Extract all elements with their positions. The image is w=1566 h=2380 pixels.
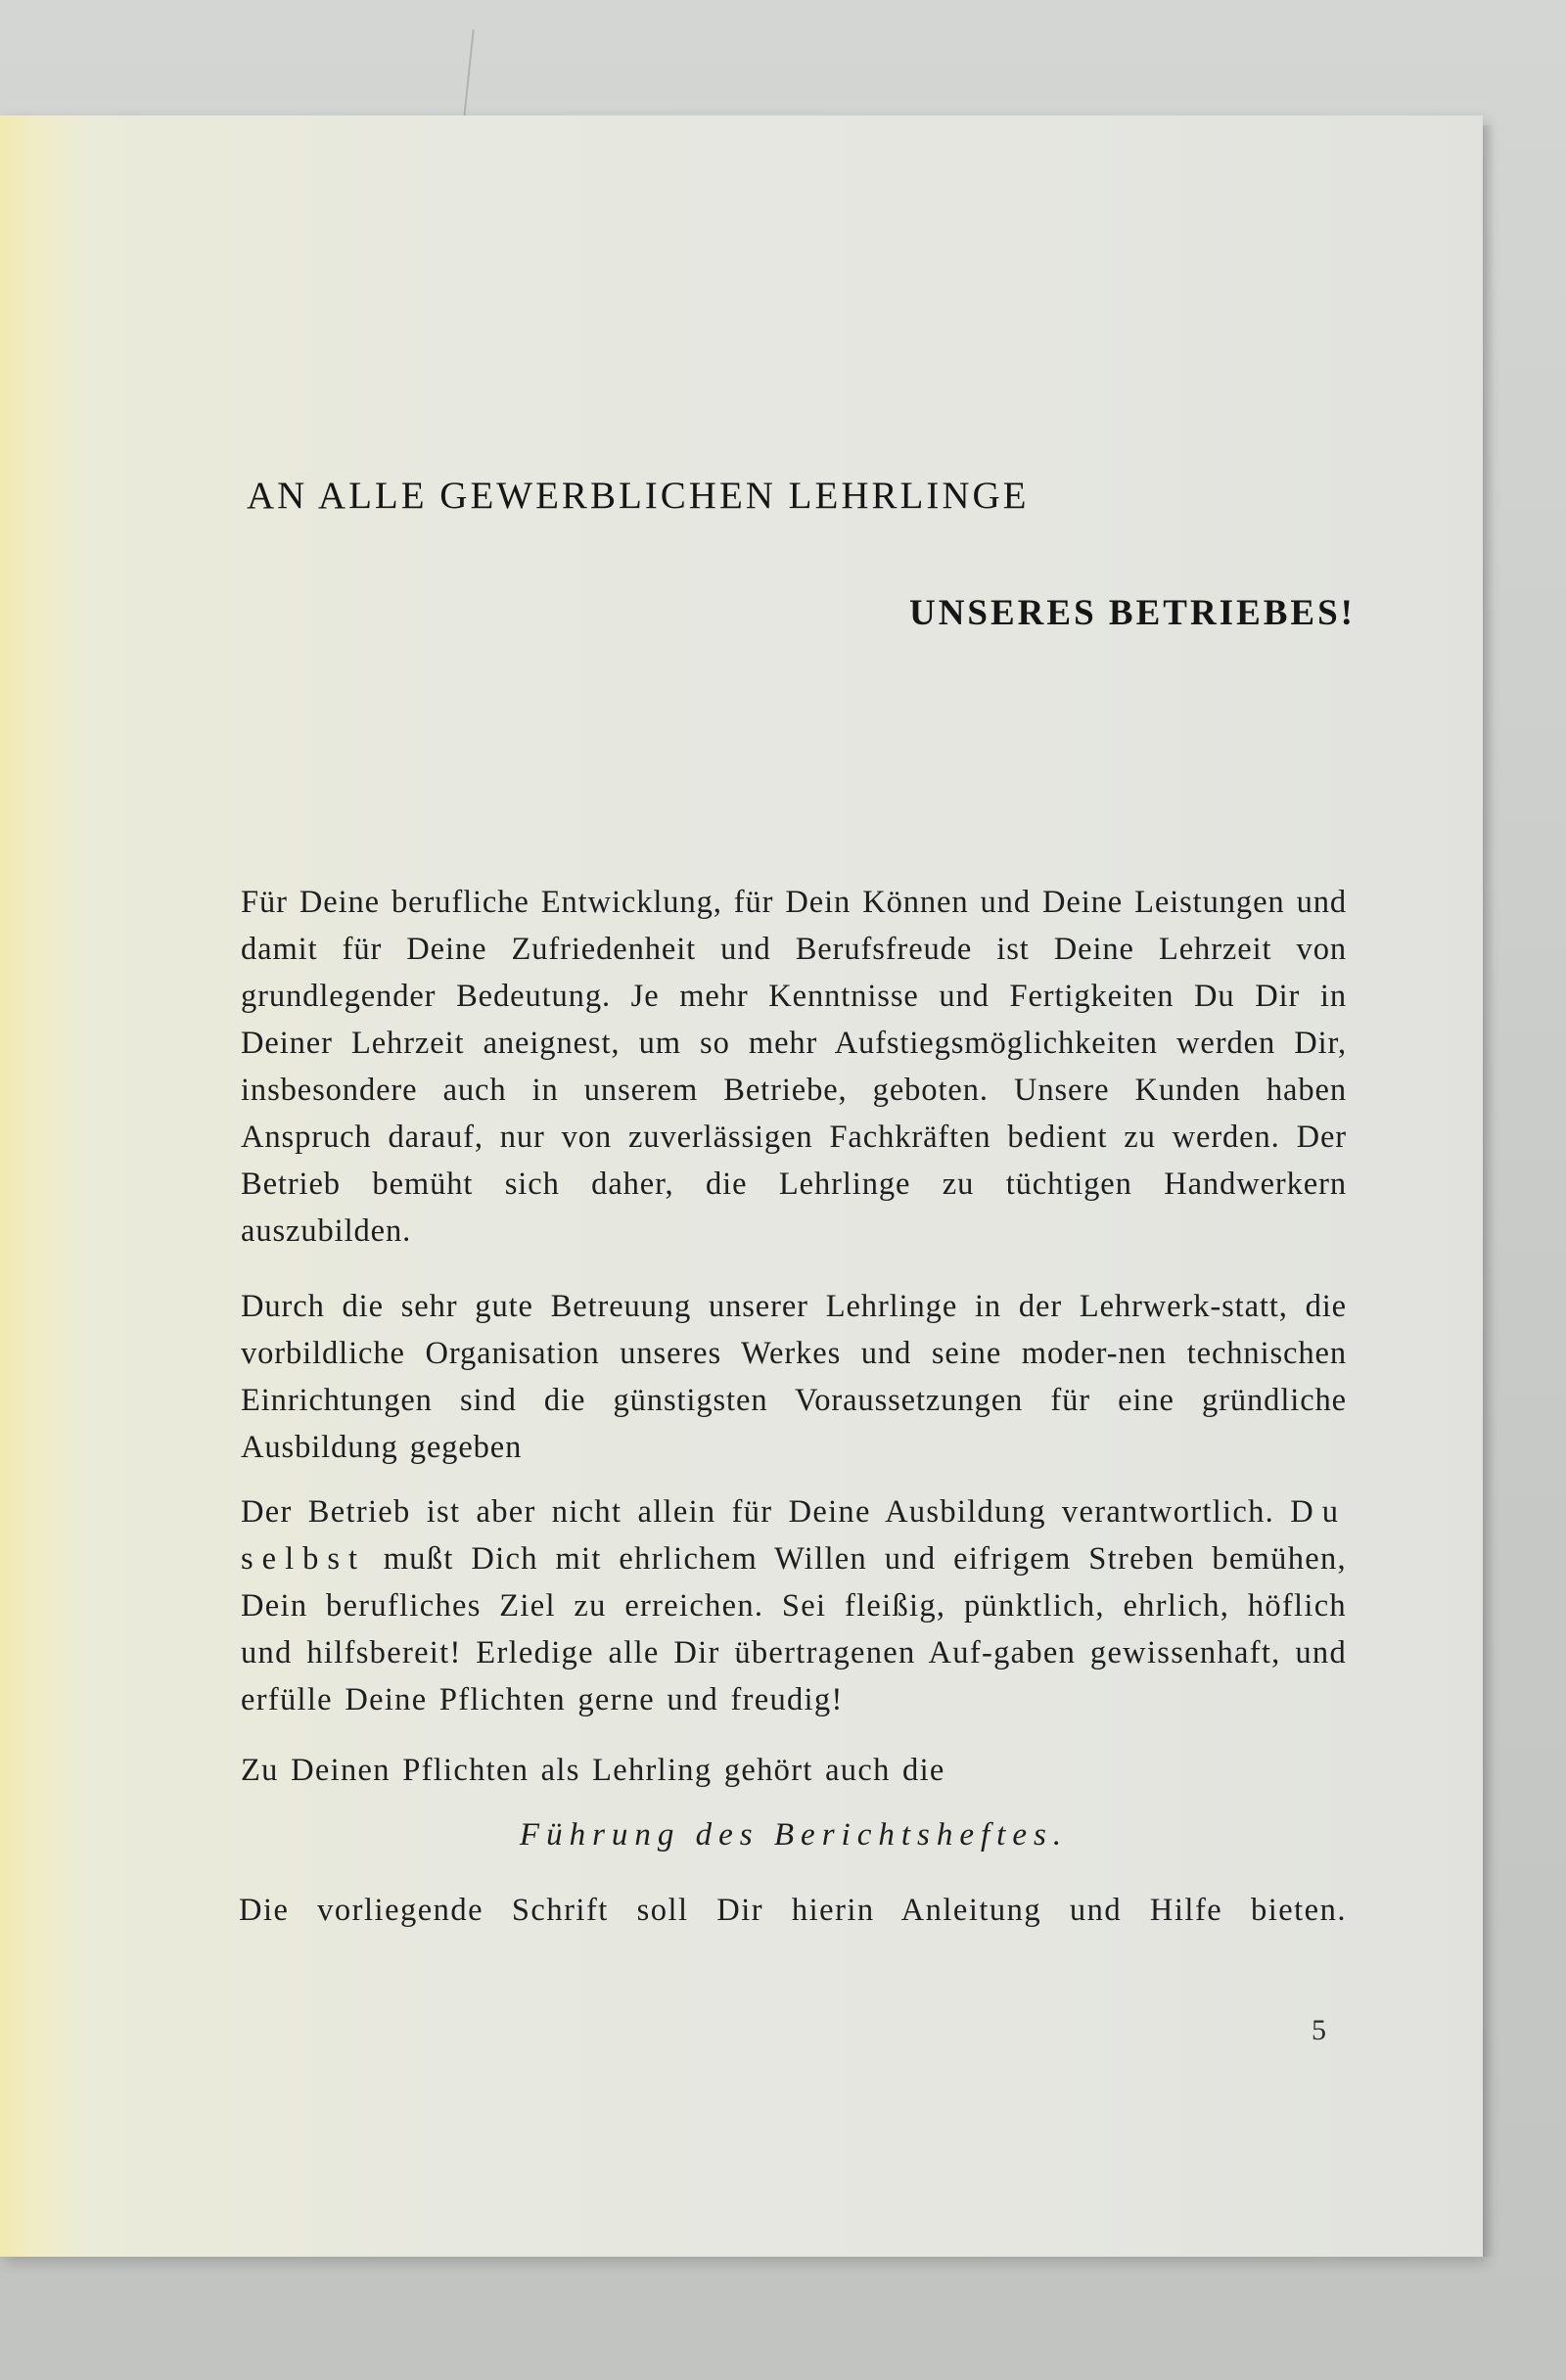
page-edge-shadow [1483, 125, 1495, 2257]
page-number: 5 [1312, 2014, 1326, 2046]
page-title-line-2: UNSERES BETRIEBES! [908, 593, 1356, 633]
paragraph-training: Durch die sehr gute Betreuung unserer Lehrlinge in der Lehrwerk-statt, die vorbildliche Organisation unseres Werkes und seine moder-nen technischen Einrichtungen sind die günstigsten Voraussetzungen für eine gründliche Ausbildung gegeben [241, 1289, 1347, 1465]
emphasized-du-selbst: Du selbst [241, 1494, 1347, 1577]
page-title-line-1: AN ALLE GEWERBLICHEN LEHRLINGE [247, 475, 1030, 517]
responsibility-rest: mußt Dich mit ehrlichem Willen und eifrigem Streben bemühen, Dein berufliches Ziel zu erreichen. Sei fleißig, pünktlich, ehrlich, höflich und hilfsbereit! Erledige alle Dir übertragenen Auf-gaben gewissenhaft, und erfülle Deine Pflichten gerne und freudig! [241, 1541, 1347, 1717]
paragraph-duties: Zu Deinen Pflichten als Lehrling gehört auch die [241, 1753, 945, 1788]
paragraph-development: Für Deine berufliche Entwicklung, für Dein Können und Deine Leistungen und damit für Deine Zufriedenheit und Berufsfreude ist Deine Lehrzeit von grundlegender Bedeutung. Je mehr Kenntnisse und Fertigkeiten Du Dir in Deiner Lehrzeit aneignest, um so mehr Aufstiegsmöglichkeiten werden Dir, insbesondere auch in unserem Betriebe, geboten. Unsere Kunden haben Anspruch darauf, nur von zuverlässigen Fachkräften bedient zu werden. Der Betrieb bemüht sich daher, die Lehrlinge zu tüchtigen Handwerkern auszubilden. [241, 885, 1348, 1249]
closing-sentence: Die vorliegende Schrift soll Dir hierin Anleitung und Hilfe bieten. [239, 1893, 1347, 1928]
report-book-heading: Führung des Berichtsheftes. [519, 1817, 1069, 1853]
responsibility-intro: Der Betrieb ist aber nicht allein für Deine Ausbildung verantwortlich. [241, 1494, 1275, 1530]
paragraph-responsibility [241, 1488, 1347, 1723]
